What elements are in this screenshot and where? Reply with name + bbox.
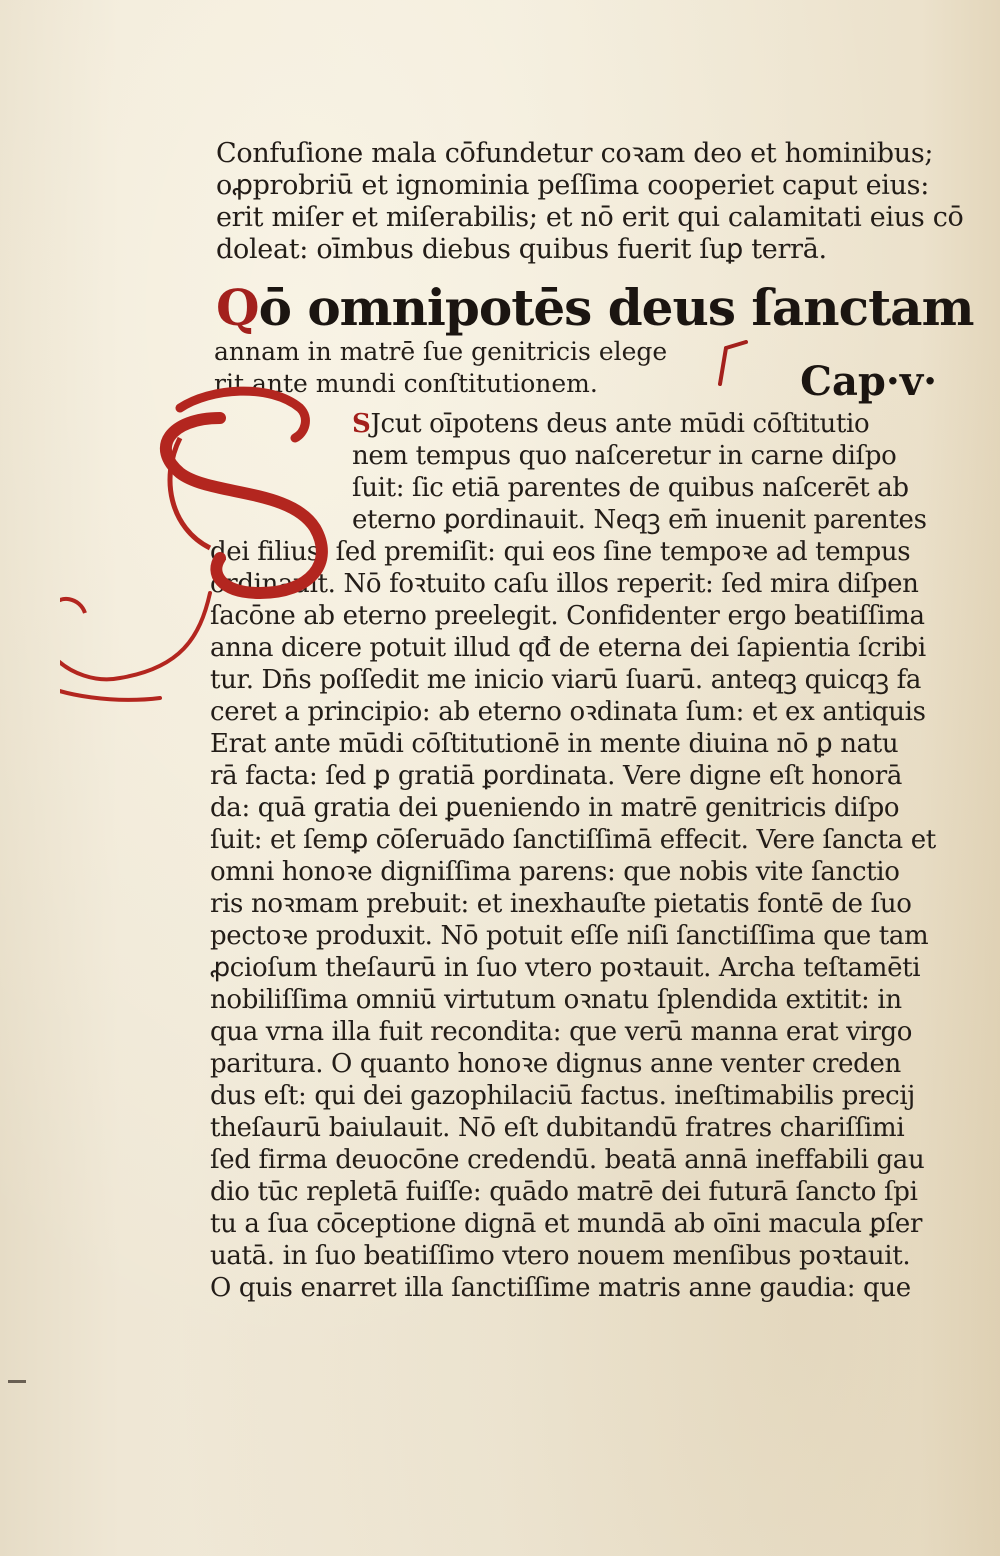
body-line-2: nem tempus quo naſceretur in carne diſpo bbox=[352, 441, 897, 471]
body-line-16: ris noꝛmam prebuit: et inexhauſte pietatis fontē de ſuo bbox=[210, 889, 912, 919]
chapter-number: Cap·v· bbox=[800, 358, 937, 405]
subheading-line-1: annam in matrē ſue genitricis elege bbox=[214, 337, 668, 366]
body-line-22: dus eſt: qui dei gazophilaciū factus. ineſtimabilis precij bbox=[210, 1081, 915, 1111]
body-line-27: uatā. in ſuo beatiſſimo vtero nouem menſibus poꝛtauit. bbox=[210, 1241, 911, 1271]
chapter-heading bbox=[216, 278, 974, 337]
para1-line-4: doleat: oīmbus diebus quibus fuerit ſuꝑ terrā. bbox=[216, 234, 827, 265]
body-line-13: da: quā gratia dei ꝑueniendo in matrē genitricis diſpo bbox=[210, 793, 900, 823]
chapter-subheading bbox=[214, 336, 945, 404]
body-line-7: ſacōne ab eterno preelegit. Confidenter ergo beatiſſima bbox=[210, 601, 925, 631]
body-line-6: ordinauit. Nō foꝛtuito caſu illos reperit: ſed mira diſpen bbox=[210, 569, 919, 599]
margin-mark bbox=[8, 1380, 26, 1383]
body-line-15: omni honoꝛe digniſſima parens: que nobis vite ſanctio bbox=[210, 857, 900, 887]
body-line-10: ceret a principio: ab eterno oꝛdinata ſum: et ex antiquis bbox=[210, 697, 926, 727]
body-paragraph bbox=[210, 408, 945, 1304]
body-line-3: ſuit: ſic etiā parentes de quibus naſcerēt ab bbox=[352, 473, 909, 503]
body-line-23: theſaurū baiulauit. Nō eſt dubitandū fratres chariſſimi bbox=[210, 1113, 905, 1143]
body-line-1-text: Jcut oīpotens deus ante mūdi cōſtitutio bbox=[370, 409, 870, 439]
body-line-19: nobiliſſima omniū virtutum oꝛnatu ſplendida extitit: in bbox=[210, 985, 902, 1015]
body-line-12: rā facta: ſed ꝑ gratiā ꝑordinata. Vere digne eſt honorā bbox=[210, 761, 902, 791]
body-line-21: paritura. O quanto honoꝛe dignus anne venter creden bbox=[210, 1049, 901, 1079]
body-line-28: O quis enarret illa ſanctiſſime matris anne gaudia: que bbox=[210, 1273, 911, 1303]
body-line-1 bbox=[210, 408, 945, 440]
para1-line-3: erit miſer et miſerabilis; et nō erit qui calamitati eius cō bbox=[216, 202, 964, 233]
rubric-tick-mark bbox=[712, 340, 752, 390]
body-line-24: ſed firma deuocōne credendū. beatā annā ineffabili gau bbox=[210, 1145, 925, 1175]
heading-initial: Q bbox=[216, 278, 259, 337]
body-line-8: anna dicere potuit illud qđ de eterna dei ſapientia ſcribi bbox=[210, 633, 926, 663]
body-line-5: dei filius. ſed premiſit: qui eos ſine tempoꝛe ad tempus bbox=[210, 537, 911, 567]
body-line-18: ꝓcioſum theſaurū in ſuo vtero poꝛtauit. Archa teſtamēti bbox=[210, 953, 921, 983]
body-line-26: tu a ſua cōceptione dignā et mundā ab oīni macula ꝑſer bbox=[210, 1209, 923, 1239]
body-line-25: dio tūc repletā fuiſſe: quādo matrē dei futurā ſancto ſpi bbox=[210, 1177, 918, 1207]
heading-text: ō omnipotēs deus ſanctam bbox=[258, 278, 974, 337]
subheading-line-2: rit ante mundi conſtitutionem. bbox=[214, 369, 598, 398]
para1-line-1: Confuſione mala cōfundetur coꝛam deo et hominibus; bbox=[216, 138, 934, 169]
body-line-20: qua vrna illa fuit recondita: que verū manna erat virgo bbox=[210, 1017, 913, 1047]
body-initial: S bbox=[352, 409, 371, 439]
body-line-14: ſuit: et ſemꝑ cōſeruādo ſanctiſſimā effecit. Vere ſancta et bbox=[210, 825, 936, 855]
body-line-11: Erat ante mūdi cōſtitutionē in mente diuina nō ꝑ natu bbox=[210, 729, 899, 759]
body-line-9: tur. Dn̄s poſſedit me inicio viarū ſuarū. anteqꝫ quicqꝫ fa bbox=[210, 665, 921, 695]
opening-paragraph bbox=[210, 138, 964, 266]
para1-line-2: oꝓprobriū et ignominia peſſima cooperiet caput eius: bbox=[216, 170, 930, 201]
text-block bbox=[210, 138, 974, 1304]
body-line-4: eterno ꝑordinauit. Neqꝫ em̄ inuenit parentes bbox=[352, 505, 927, 535]
body-line-17: pectoꝛe produxit. Nō potuit eſſe niſi ſanctiſſima que tam bbox=[210, 921, 929, 951]
